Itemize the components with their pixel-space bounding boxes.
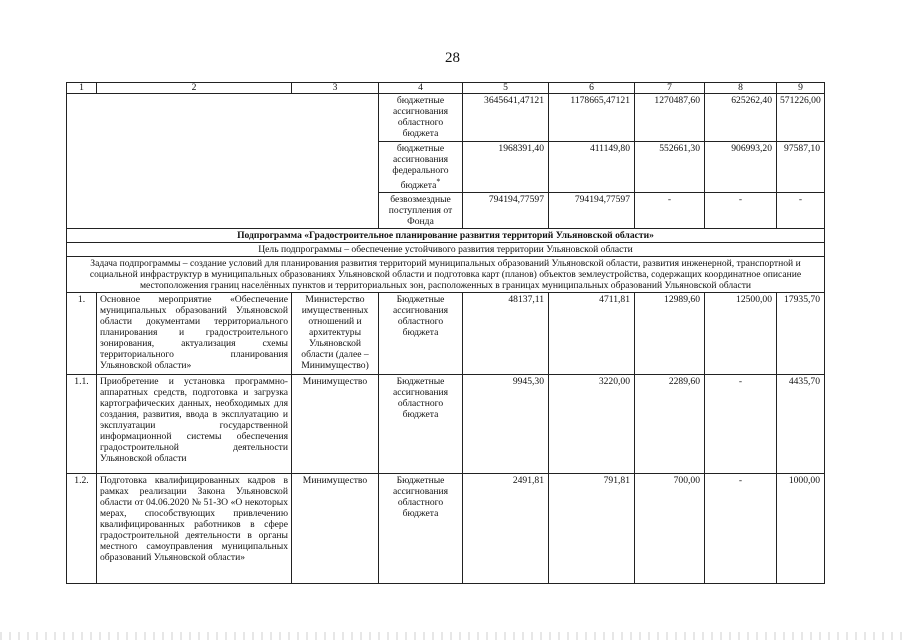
col-header-8: 8 — [705, 83, 777, 94]
value-cell: 4435,70 — [777, 375, 825, 474]
activity-number: 1.1. — [67, 375, 97, 474]
value-cell: 2289,60 — [635, 375, 705, 474]
funding-source: бюджетные ассигнования федерального бюджета* — [379, 142, 463, 193]
value-cell: 794194,77597 — [549, 193, 635, 229]
activity-number: 1. — [67, 293, 97, 375]
page-number: 28 — [445, 50, 460, 66]
value-cell: 97587,10 — [777, 142, 825, 193]
subprogram-title: Подпрограмма «Градостроительное планирование развития территорий Ульяновской области» — [67, 229, 825, 243]
value-cell: 12500,00 — [705, 293, 777, 375]
value-cell: 3220,00 — [549, 375, 635, 474]
activity-source: Бюджетные ассигнования областного бюджета — [379, 375, 463, 474]
funding-row-regional — [67, 94, 825, 142]
col-header-2: 2 — [97, 83, 292, 94]
footnote-marker: * — [436, 177, 441, 186]
activity-row — [67, 474, 825, 584]
value-cell: 552661,30 — [635, 142, 705, 193]
funding-source: безвозмездные поступления от Фонда — [379, 193, 463, 229]
col-header-9: 9 — [777, 83, 825, 94]
subprogram-goal-row — [67, 243, 825, 257]
activity-number: 1.2. — [67, 474, 97, 584]
value-cell: - — [635, 193, 705, 229]
value-cell: 1178665,47121 — [549, 94, 635, 142]
col-header-3: 3 — [292, 83, 379, 94]
value-cell: - — [777, 193, 825, 229]
activity-name: Основное мероприятие «Обеспечение муниципальных образований Ульяновской области документами территориального планирования и градостроительного зонирования, актуализация схемы территориального планирования Ульяновской области» — [97, 293, 292, 375]
subprogram-task-row — [67, 257, 825, 293]
merged-blank-cell — [67, 94, 379, 229]
column-number-row — [67, 83, 825, 94]
value-cell: 9945,30 — [463, 375, 549, 474]
activity-row — [67, 375, 825, 474]
value-cell: 1270487,60 — [635, 94, 705, 142]
activity-name: Подготовка квалифицированных кадров в рамках реализации Закона Ульяновской области от 04.06.2020 № 51-ЗО «О некоторых мерах, способствующих привлечению квалифицированных работников в сфере градостроительной деятельности в органы местного самоуправления муниципальных образований Ульяновской области» — [97, 474, 292, 584]
value-cell: 794194,77597 — [463, 193, 549, 229]
col-header-5: 5 — [463, 83, 549, 94]
value-cell: - — [705, 375, 777, 474]
subprogram-goal: Цель подпрограммы – обеспечение устойчивого развития территории Ульяновской области — [67, 243, 825, 257]
activity-source: Бюджетные ассигнования областного бюджета — [379, 293, 463, 375]
value-cell: 2491,81 — [463, 474, 549, 584]
value-cell: 1000,00 — [777, 474, 825, 584]
col-header-4: 4 — [379, 83, 463, 94]
col-header-1: 1 — [67, 83, 97, 94]
col-header-6: 6 — [549, 83, 635, 94]
funding-source: бюджетные ассигнования областного бюджета — [379, 94, 463, 142]
budget-table — [66, 82, 825, 584]
scan-artifact-edge — [0, 632, 905, 640]
value-cell: - — [705, 474, 777, 584]
value-cell: 12989,60 — [635, 293, 705, 375]
value-cell: 1968391,40 — [463, 142, 549, 193]
value-cell: 48137,11 — [463, 293, 549, 375]
activity-row — [67, 293, 825, 375]
value-cell: 411149,80 — [549, 142, 635, 193]
subprogram-task: Задача подпрограммы – создание условий для планирования развития территорий муниципальных образований Ульяновской области, развития инженерной, транспортной и социальной инфраструктур в муниципальных образованиях Ульяновской области и подготовка карт (планов) объектов землеустройства, содержащих координатное описание местоположения границ населённых пунктов и территориальных зон, расположенных в границах муниципальных образований Ульяновской области — [67, 257, 825, 293]
activity-executor: Министерство имущественных отношений и архитектуры Ульяновской области (далее – Минимущество) — [292, 293, 379, 375]
activity-name: Приобретение и установка программно-аппаратных средств, подготовка и загрузка картографических данных, необходимых для создания, развития, ввода в эксплуатацию и эксплуатации государственной информационной системы обеспечения градостроительной деятельности Ульяновской области — [97, 375, 292, 474]
col-header-7: 7 — [635, 83, 705, 94]
value-cell: - — [705, 193, 777, 229]
value-cell: 625262,40 — [705, 94, 777, 142]
value-cell: 571226,00 — [777, 94, 825, 142]
subprogram-title-row — [67, 229, 825, 243]
value-cell: 3645641,47121 — [463, 94, 549, 142]
value-cell: 17935,70 — [777, 293, 825, 375]
activity-executor: Минимущество — [292, 375, 379, 474]
value-cell: 906993,20 — [705, 142, 777, 193]
value-cell: 700,00 — [635, 474, 705, 584]
value-cell: 791,81 — [549, 474, 635, 584]
activity-executor: Минимущество — [292, 474, 379, 584]
value-cell: 4711,81 — [549, 293, 635, 375]
activity-source: Бюджетные ассигнования областного бюджета — [379, 474, 463, 584]
